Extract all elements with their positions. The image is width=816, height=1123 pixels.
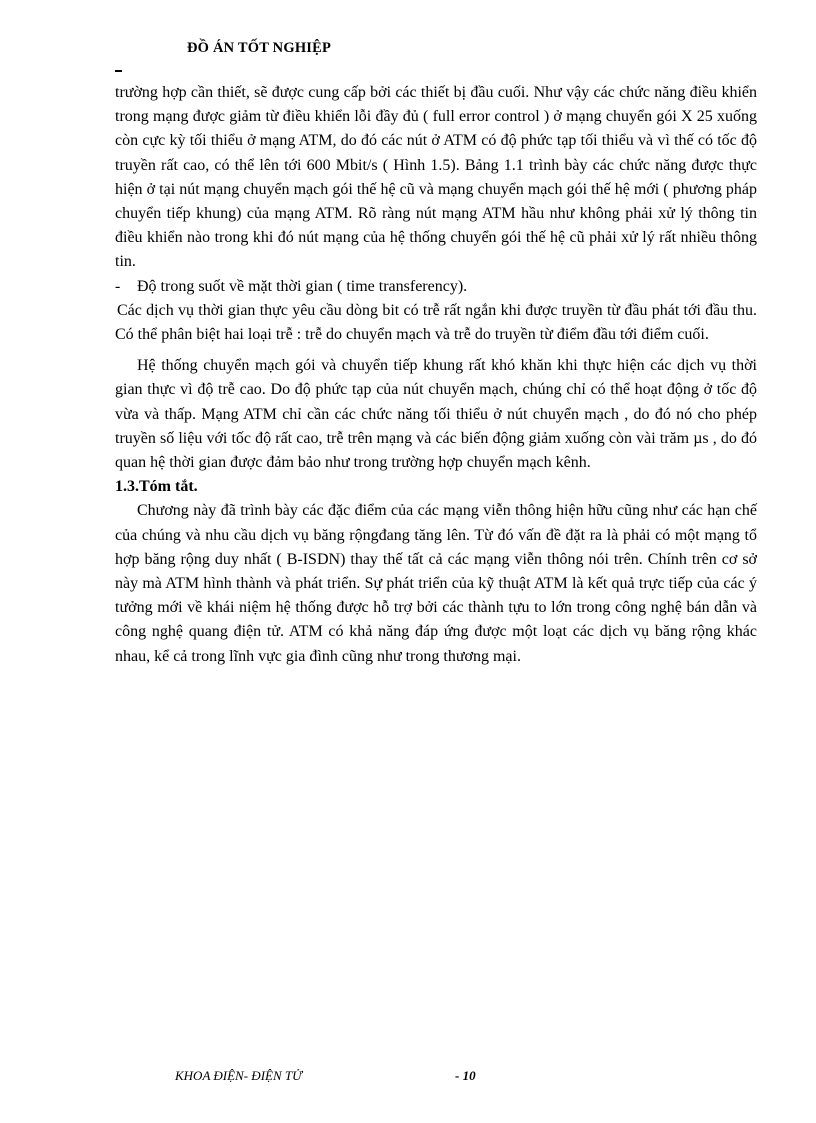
stray-dash-mark — [115, 70, 122, 72]
page-body — [115, 81, 757, 669]
bullet-text: Độ trong suốt về mặt thời gian ( time transferency). — [137, 277, 468, 295]
section-heading-summary: 1.3.Tóm tắt. — [115, 478, 198, 496]
page-header-title: ĐỒ ÁN TỐT NGHIỆP — [187, 40, 332, 56]
bullet-item-time-transparency — [115, 275, 757, 299]
paragraph-summary: Chương này đã trình bày các đặc điểm của các mạng viễn thông hiện hữu cũng như các hạn chế của chúng và nhu cầu dịch vụ băng rộngđang tăng lên. Từ đó vấn đề đặt ra là phải có một mạng tổ hợp băng rộng duy nhất ( B-ISDN) thay thế tất cả các mạng viễn thông nói trên. Chính trên cơ sở này mà ATM hình thành và phát triển. Sự phát triển của kỹ thuật ATM là kết quả trực tiếp của các ý tưởng mới về khái niệm hệ thống được hỗ trợ bởi các thành tựu to lớn trong công nghệ bán dẫn và công nghệ quang điện tử. ATM có khả năng đáp ứng được một loạt các dịch vụ băng rộng khác nhau, kể cả trong lĩnh vực gia đình cũng như trong thương mại. — [115, 502, 757, 665]
paragraph-continuation: trường hợp cần thiết, sẽ được cung cấp bởi các thiết bị đầu cuối. Như vậy các chức năng điều khiển trong mạng được giảm từ điều khiển lỗi đầy đủ ( full error control ) ở mạng chuyển gói X 25 xuống còn cực kỳ tối thiểu ở mạng ATM, do đó các nút ở ATM có độ phức tạp tối thiểu và vì thế có tốc độ truyền rất cao, có thể lên tới 600 Mbit/s ( Hình 1.5). Bảng 1.1 trình bày các chức năng được thực hiện ở tại nút mạng chuyển mạch gói thế hệ cũ và mạng chuyển mạch gói thế hệ mới ( phương pháp chuyển tiếp khung) của mạng ATM. Rõ ràng nút mạng ATM hầu như không phải xử lý thông tin điều khiển nào trong khi đó nút mạng của hệ thống chuyển gói thế hệ cũ phải xử lý rất nhiều thông tin. — [115, 84, 757, 271]
footer-page-number: - 10 — [455, 1068, 476, 1083]
bullet-dash: - — [115, 277, 121, 295]
paragraph-atm-speed: Hệ thống chuyển mạch gói và chuyển tiếp khung rất khó khăn khi thực hiện các dịch vụ thời gian thực vì độ trễ cao. Do độ phức tạp của nút chuyển mạch, chúng chỉ có thể hoạt động ở tốc độ vừa và thấp. Mạng ATM chỉ cần các chức năng tối thiểu ở nút chuyển mạch , do đó nó cho phép truyền số liệu với tốc độ rất cao, trễ trên mạng và các biến động giảm xuống còn vài trăm µs , do đó quan hệ thời gian được đảm bảo như trong trường hợp chuyển mạch kênh. — [115, 357, 757, 472]
footer-department: KHOA ĐIỆN- ĐIỆN TỬ — [175, 1068, 302, 1083]
paragraph-delay-types: Các dịch vụ thời gian thực yêu cầu dòng bit có trễ rất ngắn khi được truyền từ đầu phát tới đầu thu. Có thể phân biệt hai loại trễ : trễ do chuyển mạch và trễ do truyền từ điểm đầu tới điểm cuối. — [115, 301, 757, 344]
